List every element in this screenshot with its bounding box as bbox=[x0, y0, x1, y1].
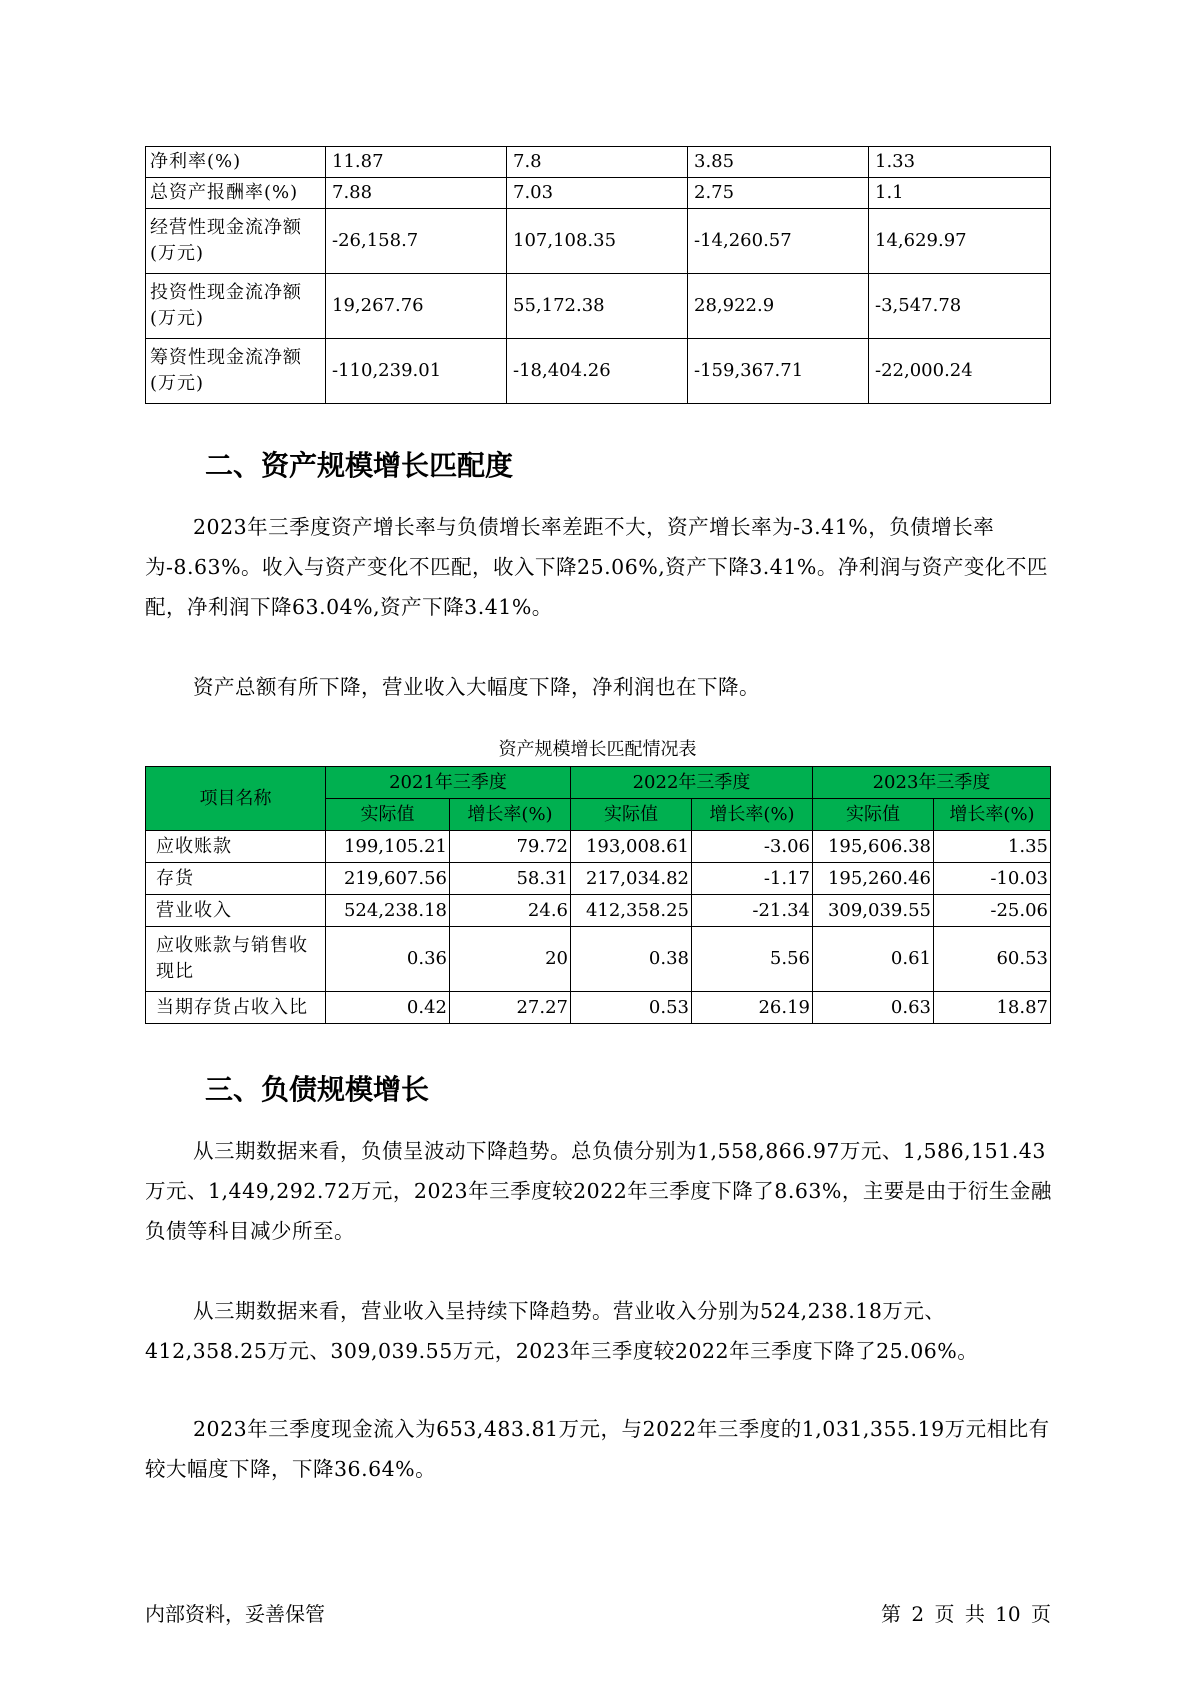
table-cell: 2.75 bbox=[688, 178, 869, 209]
paragraph: 从三期数据来看，负债呈波动下降趋势。总负债分别为1,558,866.97万元、1,586,151.43万元、1,449,292.72万元，2023年三季度较2022年三季度下降了8.63%，主要是由于衍生金融负债等科目减少所至。 bbox=[145, 1139, 1052, 1243]
table-cell: 7.8 bbox=[507, 147, 688, 178]
table-cell: 14,629.97 bbox=[869, 209, 1051, 274]
column-header: 2021年三季度 bbox=[326, 767, 571, 799]
table-cell: -1.17 bbox=[692, 863, 813, 895]
table-cell: -3.06 bbox=[692, 831, 813, 863]
section-heading: 三、负债规模增长 bbox=[205, 1073, 430, 1106]
table-cell: 28,922.9 bbox=[688, 274, 869, 339]
column-header: 增长率(%) bbox=[934, 799, 1051, 831]
table-cell: -22,000.24 bbox=[869, 339, 1051, 404]
table-row bbox=[146, 895, 1051, 927]
paragraph: 2023年三季度资产增长率与负债增长率差距不大，资产增长率为-3.41%，负债增长率为-8.63%。收入与资产变化不匹配，收入下降25.06%,资产下降3.41%。净利润与资产变化不匹配，净利润下降63.04%,资产下降3.41%。 bbox=[145, 515, 1048, 619]
table-cell: -159,367.71 bbox=[688, 339, 869, 404]
table-cell: 7.88 bbox=[326, 178, 507, 209]
table-cell: 217,034.82 bbox=[571, 863, 692, 895]
table-cell: 26.19 bbox=[692, 992, 813, 1024]
table-cell: -25.06 bbox=[934, 895, 1051, 927]
table-cell: 0.61 bbox=[813, 927, 934, 992]
table-caption: 资产规模增长匹配情况表 bbox=[498, 739, 697, 760]
table-cell: -26,158.7 bbox=[326, 209, 507, 274]
table-row bbox=[146, 178, 1051, 209]
row-label: 营业收入 bbox=[146, 895, 326, 927]
table-cell: -10.03 bbox=[934, 863, 1051, 895]
table-cell: 0.63 bbox=[813, 992, 934, 1024]
table-cell: 193,008.61 bbox=[571, 831, 692, 863]
table-row bbox=[146, 147, 1051, 178]
table-cell: -21.34 bbox=[692, 895, 813, 927]
column-header: 实际值 bbox=[326, 799, 450, 831]
row-label: 存货 bbox=[146, 863, 326, 895]
table-cell: 18.87 bbox=[934, 992, 1051, 1024]
paragraph: 从三期数据来看，营业收入呈持续下降趋势。营业收入分别为524,238.18万元、412,358.25万元、309,039.55万元，2023年三季度较2022年三季度下降了25.06%。 bbox=[145, 1299, 979, 1363]
table-cell: -14,260.57 bbox=[688, 209, 869, 274]
table-cell: -18,404.26 bbox=[507, 339, 688, 404]
paragraph: 资产总额有所下降，营业收入大幅度下降，净利润也在下降。 bbox=[193, 675, 760, 699]
row-label: 净利率(%) bbox=[146, 147, 326, 178]
table-cell: 309,039.55 bbox=[813, 895, 934, 927]
table-cell: 0.38 bbox=[571, 927, 692, 992]
column-header: 2023年三季度 bbox=[813, 767, 1051, 799]
footer-page-number: 第 2 页 共 10 页 bbox=[881, 1602, 1051, 1626]
row-label: 投资性现金流净额(万元) bbox=[146, 274, 326, 339]
table-cell: 1.33 bbox=[869, 147, 1051, 178]
column-header: 2022年三季度 bbox=[571, 767, 813, 799]
table-cell: 7.03 bbox=[507, 178, 688, 209]
row-label: 筹资性现金流净额(万元) bbox=[146, 339, 326, 404]
table-row bbox=[146, 209, 1051, 274]
table-cell: 0.42 bbox=[326, 992, 450, 1024]
table-cell: 412,358.25 bbox=[571, 895, 692, 927]
row-label: 当期存货占收入比 bbox=[146, 992, 326, 1024]
table-cell: 79.72 bbox=[450, 831, 571, 863]
table-row bbox=[146, 831, 1051, 863]
column-header: 增长率(%) bbox=[450, 799, 571, 831]
table-row bbox=[146, 992, 1051, 1024]
table-row bbox=[146, 863, 1051, 895]
table-cell: 3.85 bbox=[688, 147, 869, 178]
table-cell: 5.56 bbox=[692, 927, 813, 992]
column-header: 增长率(%) bbox=[692, 799, 813, 831]
table-header-row bbox=[146, 767, 1051, 799]
table-cell: 58.31 bbox=[450, 863, 571, 895]
section-heading: 二、资产规模增长匹配度 bbox=[205, 449, 514, 482]
table-cell: 27.27 bbox=[450, 992, 571, 1024]
table-cell: 524,238.18 bbox=[326, 895, 450, 927]
table-cell: 195,606.38 bbox=[813, 831, 934, 863]
table-cell: 60.53 bbox=[934, 927, 1051, 992]
row-label: 应收账款 bbox=[146, 831, 326, 863]
table-cell: 19,267.76 bbox=[326, 274, 507, 339]
column-header: 项目名称 bbox=[146, 767, 326, 831]
table-cell: 20 bbox=[450, 927, 571, 992]
table-cell: 1.1 bbox=[869, 178, 1051, 209]
table-row bbox=[146, 274, 1051, 339]
table-cell: -110,239.01 bbox=[326, 339, 507, 404]
column-header: 实际值 bbox=[571, 799, 692, 831]
table-cell: 1.35 bbox=[934, 831, 1051, 863]
row-label: 应收账款与销售收现比 bbox=[146, 927, 326, 992]
table-cell: 219,607.56 bbox=[326, 863, 450, 895]
table-row bbox=[146, 339, 1051, 404]
footer-confidential-note: 内部资料，妥善保管 bbox=[145, 1602, 325, 1626]
table-cell: 11.87 bbox=[326, 147, 507, 178]
table-cell: 0.53 bbox=[571, 992, 692, 1024]
table-cell: -3,547.78 bbox=[869, 274, 1051, 339]
asset-growth-table bbox=[145, 766, 1051, 1024]
column-header: 实际值 bbox=[813, 799, 934, 831]
table-cell: 107,108.35 bbox=[507, 209, 688, 274]
table-cell: 195,260.46 bbox=[813, 863, 934, 895]
row-label: 经营性现金流净额(万元) bbox=[146, 209, 326, 274]
table-cell: 55,172.38 bbox=[507, 274, 688, 339]
table-row bbox=[146, 927, 1051, 992]
row-label: 总资产报酬率(%) bbox=[146, 178, 326, 209]
table-cell: 24.6 bbox=[450, 895, 571, 927]
table-cell: 199,105.21 bbox=[326, 831, 450, 863]
indicator-table bbox=[145, 146, 1051, 404]
paragraph: 2023年三季度现金流入为653,483.81万元，与2022年三季度的1,031,355.19万元相比有较大幅度下降，下降36.64%。 bbox=[145, 1417, 1050, 1481]
table-cell: 0.36 bbox=[326, 927, 450, 992]
